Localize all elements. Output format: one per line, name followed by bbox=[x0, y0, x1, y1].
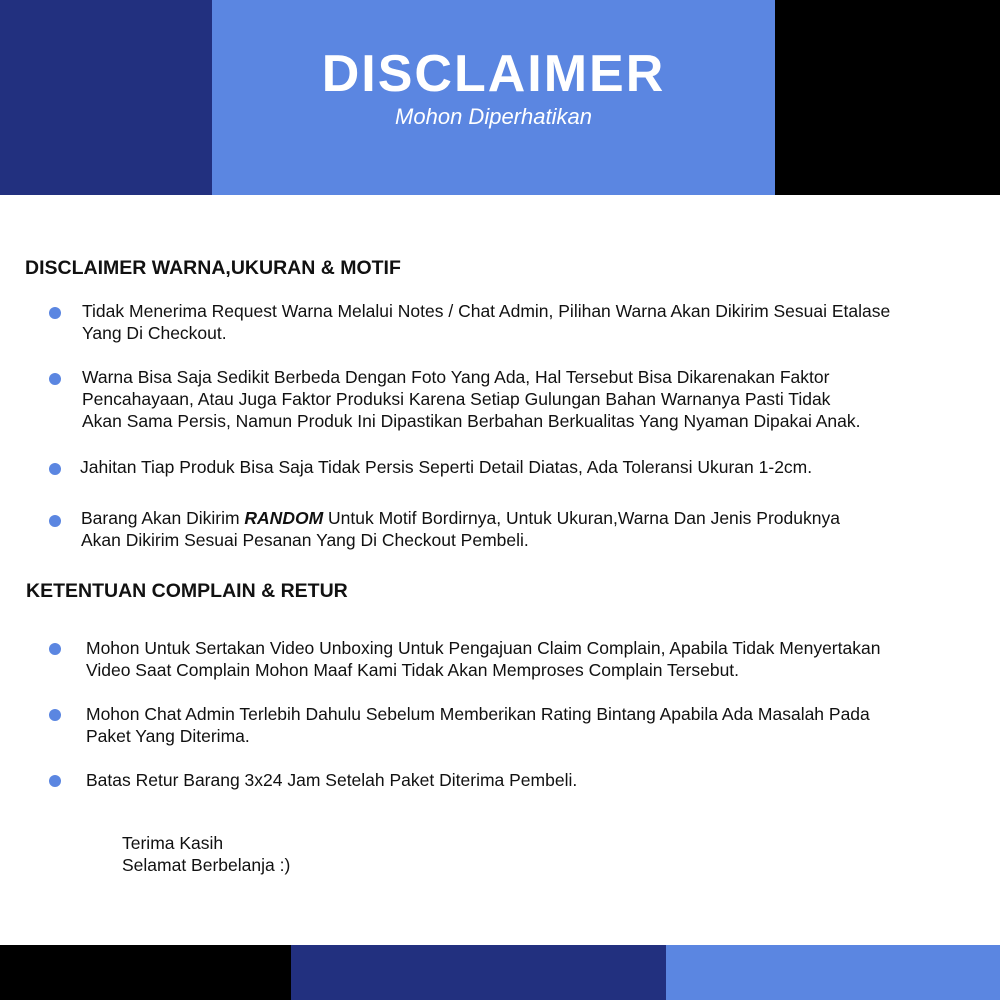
bullet-dot-icon bbox=[49, 709, 61, 721]
item-text-after: Untuk Motif Bordirnya, Untuk Ukuran,Warna Dan Jenis Produknya Akan Dikirim Sesuai Pesanan Yang Di Checkout Pembeli. bbox=[81, 508, 840, 550]
footer-blue-block bbox=[666, 945, 1000, 1000]
bullet-dot-icon bbox=[49, 643, 61, 655]
banner-subtitle: Mohon Diperhatikan bbox=[395, 104, 592, 129]
footer-navy-block bbox=[291, 945, 666, 1000]
list-item-text: Mohon Untuk Sertakan Video Unboxing Untuk Pengajuan Claim Complain, Apabila Tidak Menyertakan Video Saat Complain Mohon Maaf Kami Tidak Akan Memproses Complain Tersebut. bbox=[86, 638, 881, 680]
item-text-before: Barang Akan Dikirim bbox=[81, 508, 245, 528]
list-item-text: Warna Bisa Saja Sedikit Berbeda Dengan Foto Yang Ada, Hal Tersebut Bisa Dikarenakan Faktor Pencahayaan, Atau Juga Faktor Produksi Karena Setiap Gulungan Bahan Warnanya Pasti Tidak Akan Sama Persis, Namun Produk Ini Dipastikan Berbahan Berkualitas Yang Nyaman Dipakai Anak. bbox=[82, 367, 861, 431]
header-navy-block bbox=[0, 0, 212, 195]
footer-black-block bbox=[0, 945, 291, 1000]
banner-title: DISCLAIMER bbox=[321, 45, 666, 103]
bullet-dot-icon bbox=[49, 775, 61, 787]
list-item-text bbox=[81, 507, 840, 551]
list-item-text: Tidak Menerima Request Warna Melalui Notes / Chat Admin, Pilihan Warna Akan Dikirim Sesuai Etalase Yang Di Checkout. bbox=[82, 301, 891, 343]
random-emphasis: RANDOM bbox=[244, 508, 324, 528]
bullet-dot-icon bbox=[49, 373, 61, 385]
closing-thanks: Terima Kasih bbox=[122, 833, 224, 853]
section-heading-disclaimer: DISCLAIMER WARNA,UKURAN & MOTIF bbox=[25, 257, 401, 279]
header-black-block bbox=[775, 0, 1000, 195]
bullet-dot-icon bbox=[49, 515, 61, 527]
list-item-text: Batas Retur Barang 3x24 Jam Setelah Paket Diterima Pembeli. bbox=[86, 770, 578, 790]
list-item-text: Jahitan Tiap Produk Bisa Saja Tidak Persis Seperti Detail Diatas, Ada Toleransi Ukuran 1-2cm. bbox=[80, 457, 813, 477]
bullet-dot-icon bbox=[49, 307, 61, 319]
list-item-text: Mohon Chat Admin Terlebih Dahulu Sebelum Memberikan Rating Bintang Apabila Ada Masalah Pada Paket Yang Diterima. bbox=[86, 704, 870, 746]
bullet-dot-icon bbox=[49, 463, 61, 475]
closing-greeting: Selamat Berbelanja :) bbox=[122, 855, 291, 875]
section-heading-complain-retur: KETENTUAN COMPLAIN & RETUR bbox=[26, 580, 348, 602]
closing-message bbox=[122, 832, 290, 876]
